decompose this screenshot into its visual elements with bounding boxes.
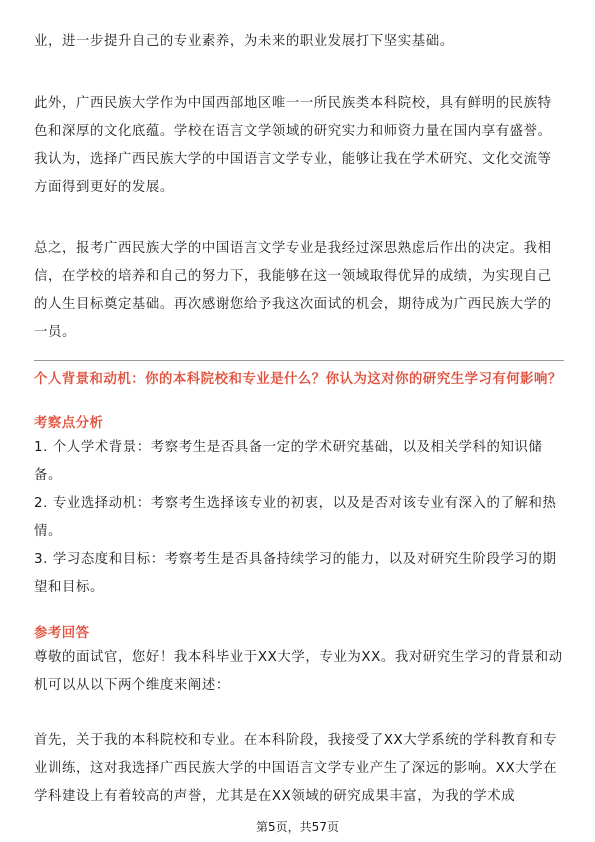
intro-paragraph-1: 业，进一步提升自己的专业素养，为未来的职业发展打下坚实基础。 — [34, 34, 454, 49]
analysis-item-2: 2. 专业选择动机：考察考生选择该专业的初衷，以及是否对该专业有深入的了解和热情。 — [34, 496, 557, 539]
intro-paragraph-3: 总之，报考广西民族大学的中国语言文学专业是我经过深思熟虑后作出的决定。我相信，在学校的培养和自己的努力下，我能够在这一领域取得优异的成绩，为实现自己的人生目标奠定基础。再次感谢您给予我这次面试的机会，期待成为广西民族大学的一员。 — [34, 241, 552, 340]
question-heading: 个人背景和动机：你的本科院校和专业是什么？你认为这对你的研究生学习有何影响？ — [34, 372, 562, 387]
answer-heading: 参考回答 — [34, 626, 90, 641]
intro-paragraph-2: 此外，广西民族大学作为中国西部地区唯一一所民族类本科院校，具有鲜明的民族特色和深厚的文化底蕴。学校在语言文学领域的研究实力和师资力量在国内享有盛誉。我认为，选择广西民族大学的中国语言文学专业，能够让我在学术研究、文化交流等方面得到更好的发展。 — [34, 96, 552, 195]
page-number: 第5页，共57页 — [256, 820, 339, 834]
answer-paragraph-1: 尊敬的面试官，您好！我本科毕业于XX大学，专业为XX。我对研究生学习的背景和动机可以从以下两个维度来阐述： — [34, 650, 563, 693]
analysis-item-3: 3. 学习态度和目标：考察考生是否具备持续学习的能力，以及对研究生阶段学习的期望和目标。 — [34, 552, 557, 595]
analysis-heading: 考察点分析 — [34, 416, 104, 431]
analysis-item-1: 1. 个人学术背景：考察考生是否具备一定的学术研究基础，以及相关学科的知识储备。 — [34, 440, 543, 483]
section-divider — [34, 360, 564, 361]
answer-paragraph-2: 首先，关于我的本科院校和专业。在本科阶段，我接受了XX大学系统的学科教育和专业训练，这对我选择广西民族大学的中国语言文学专业产生了深远的影响。XX大学在学科建设上有着较高的声誉，尤其是在XX领域的研究成果丰富，为我的学术成 — [34, 733, 558, 804]
